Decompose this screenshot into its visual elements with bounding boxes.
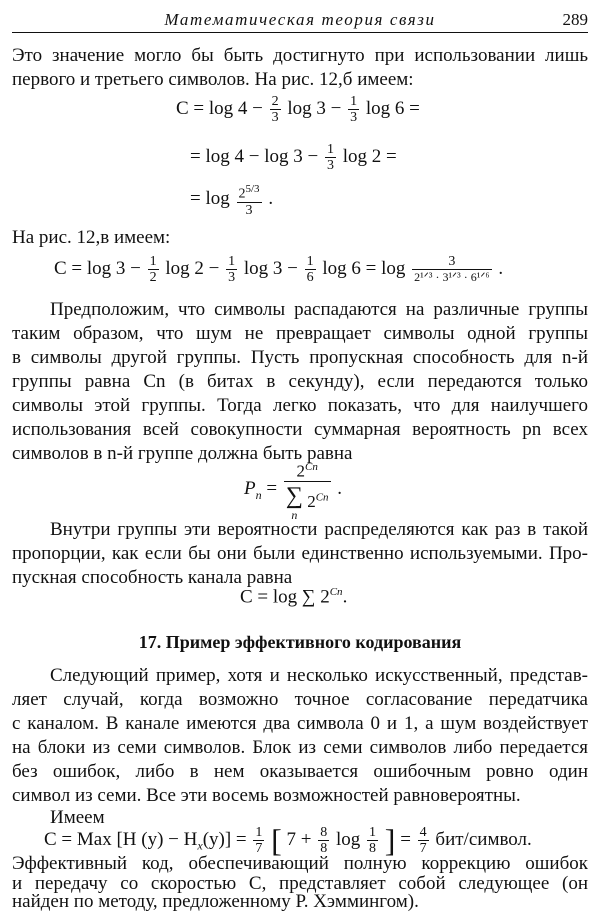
para3-line3: в символы другой группы. Пусть пропускная способность для n-й <box>12 347 588 368</box>
para5-line5: без ошибок, либо в нем оказывается ошибочным ровно один <box>12 761 588 782</box>
para6-line1: Эффективный код, обеспечивающий полную коррекцию ошибок <box>12 853 588 874</box>
para5-line2: ляет случай, когда возможно точное согласование передатчика <box>12 689 588 710</box>
para4-line3: пускная способность канала равна <box>12 567 293 588</box>
para2: На рис. 12,в имеем: <box>12 227 171 248</box>
para3-line1: Предположим, что символы распадаются на различные группы <box>50 299 588 320</box>
running-title: Математическая теория связи <box>164 10 436 29</box>
para6-line2: и передачу со скоростью C, представляет собой следующее (он <box>12 873 588 894</box>
equation-max: C = Max [H $(y) - H_x(y)$] = $\frac{1}{7}$ [ 7 + $\frac{8}{8}$ log $\frac{1}{8}$ ] = $\frac{4}{7}$ бит/символ. <box>44 822 532 858</box>
para5-line1: Следующий пример, хотя и несколько искусственный, представ- <box>50 665 588 686</box>
equation-b-line2: = log 4 − log 3 − $\frac{1}{3}$ log 2 = <box>190 142 397 173</box>
para3-line7: символов в n-й группе должна быть равна <box>12 443 353 464</box>
section-heading: 17. Пример эффективного кодирования <box>138 632 462 652</box>
para5-line7: Имеем <box>50 807 105 828</box>
running-head <box>12 6 588 33</box>
para3-line4: группы равна Cn (в битах в секунду), если передаются только <box>12 371 588 392</box>
para4-line2: пропорции, как если бы они были единственно используемыми. Про- <box>12 543 588 564</box>
para5-line6: символ из семи. Все эти восемь возможностей равновероятны. <box>12 785 521 806</box>
para1-line2: первого и третьего символов. На рис. 12,б имеем: <box>12 69 414 90</box>
para4-line1: Внутри группы эти вероятности распределяются как раз в такой <box>50 519 588 540</box>
equation-pn: $P_n$ = $2^{Cn}$ ∑ n $2^{Cn}$ . <box>244 461 343 522</box>
equation-b-line3: = log $\frac{2^{5/3}}{3}$ . <box>190 183 274 218</box>
equation-c: C = log 3 − $\frac{1}{2}$ log 2 − $\frac{1}{3}$ log 3 − $\frac{1}{6}$ log 6 = log 3 2¹ᐟ³ · 3¹ᐟ³ · 6¹ᐟ⁶ . <box>54 254 504 285</box>
para3-line2: таким образом, что шум не превращает символы одной группы <box>12 323 588 344</box>
para1-line1: Это значение могло бы быть достигнуто при использовании лишь <box>12 45 588 66</box>
para6-line3: найден по методу, предложенному Р. Хэммингом). <box>12 891 419 912</box>
para5-line3: с каналом. В канале имеются два символа 0 и 1, а шум воздействует <box>12 713 588 734</box>
equation-capacity: C = log ∑ $2^{Cn}$. <box>240 586 348 608</box>
para5-line4: на блоки из семи символов. Блок из семи символов либо передается <box>12 737 588 758</box>
equation-b-line1: C = log 4 − $\frac{2}{3}$ log 3 − $\frac{1}{3}$ log 6 = <box>176 94 420 125</box>
para3-line5: символы этой группы. Тогда легко показать, что для наилучшего <box>12 395 588 416</box>
page-number: 289 <box>562 10 588 29</box>
para3-line6: использования всей совокупности суммарная вероятность pn всех <box>12 419 588 440</box>
